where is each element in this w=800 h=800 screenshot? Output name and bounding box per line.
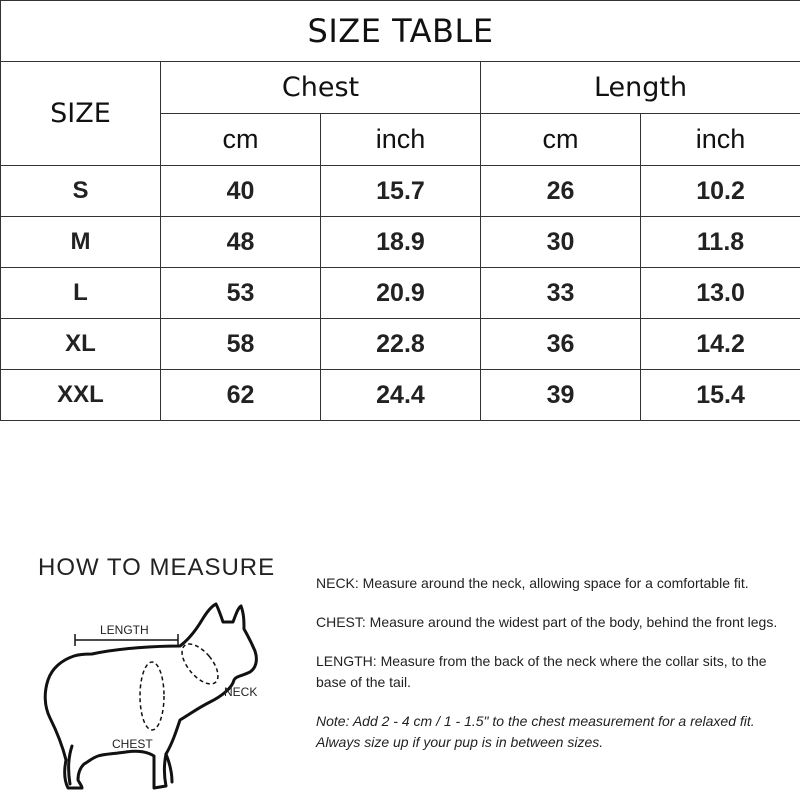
length-label: LENGTH: [100, 623, 149, 637]
size-cell: S: [1, 166, 161, 217]
chest-inch-header: inch: [321, 114, 481, 166]
table-row: [1, 268, 800, 319]
length-cm-cell: 26: [481, 166, 641, 217]
chest-cm-cell: 40: [161, 166, 321, 217]
length-inch-cell: 11.8: [641, 217, 800, 268]
length-inch-header: inch: [641, 114, 800, 166]
chest-cm-cell: 58: [161, 319, 321, 370]
length-inch-cell: 15.4: [641, 370, 800, 421]
length-inch-cell: 10.2: [641, 166, 800, 217]
size-cell: XXL: [1, 370, 161, 421]
chest-group-header: Chest: [161, 62, 481, 114]
chest-inch-cell: 24.4: [321, 370, 481, 421]
size-cell: L: [1, 268, 161, 319]
length-cm-cell: 30: [481, 217, 641, 268]
size-cell: XL: [1, 319, 161, 370]
table-row: [1, 319, 800, 370]
neck-label: NECK: [224, 685, 258, 699]
length-cm-cell: 36: [481, 319, 641, 370]
length-inch-cell: 14.2: [641, 319, 800, 370]
length-instruction: LENGTH: Measure from the back of the neck where the collar sits, to the base of the tail.: [316, 653, 767, 690]
table-row: [1, 217, 800, 268]
chest-label: CHEST: [112, 737, 153, 751]
size-cell: M: [1, 217, 161, 268]
length-cm-header: cm: [481, 114, 641, 166]
chest-inch-cell: 20.9: [321, 268, 481, 319]
length-inch-cell: 13.0: [641, 268, 800, 319]
dog-measure-diagram: [38, 596, 268, 792]
table-row: [1, 370, 800, 421]
chest-cm-cell: 53: [161, 268, 321, 319]
chest-measure-ring: [140, 662, 164, 730]
table-row: [1, 166, 800, 217]
chest-cm-header: cm: [161, 114, 321, 166]
chest-instruction: CHEST: Measure around the widest part of the body, behind the front legs.: [316, 614, 778, 630]
chest-inch-cell: 15.7: [321, 166, 481, 217]
chest-inch-cell: 18.9: [321, 217, 481, 268]
chest-cm-cell: 48: [161, 217, 321, 268]
how-to-measure-heading: HOW TO MEASURE: [38, 554, 276, 581]
length-cm-cell: 33: [481, 268, 641, 319]
sizing-note: Note: Add 2 - 4 cm / 1 - 1.5" to the chest measurement for a relaxed fit. Always size up if your pup is in between sizes.: [316, 713, 755, 750]
length-group-header: Length: [481, 62, 800, 114]
length-cm-cell: 39: [481, 370, 641, 421]
size-column-header: SIZE: [1, 62, 161, 166]
size-table-title: SIZE TABLE: [1, 1, 800, 62]
measure-instructions: [316, 573, 792, 771]
neck-instruction: NECK: Measure around the neck, allowing space for a comfortable fit.: [316, 575, 749, 591]
chest-inch-cell: 22.8: [321, 319, 481, 370]
chest-cm-cell: 62: [161, 370, 321, 421]
